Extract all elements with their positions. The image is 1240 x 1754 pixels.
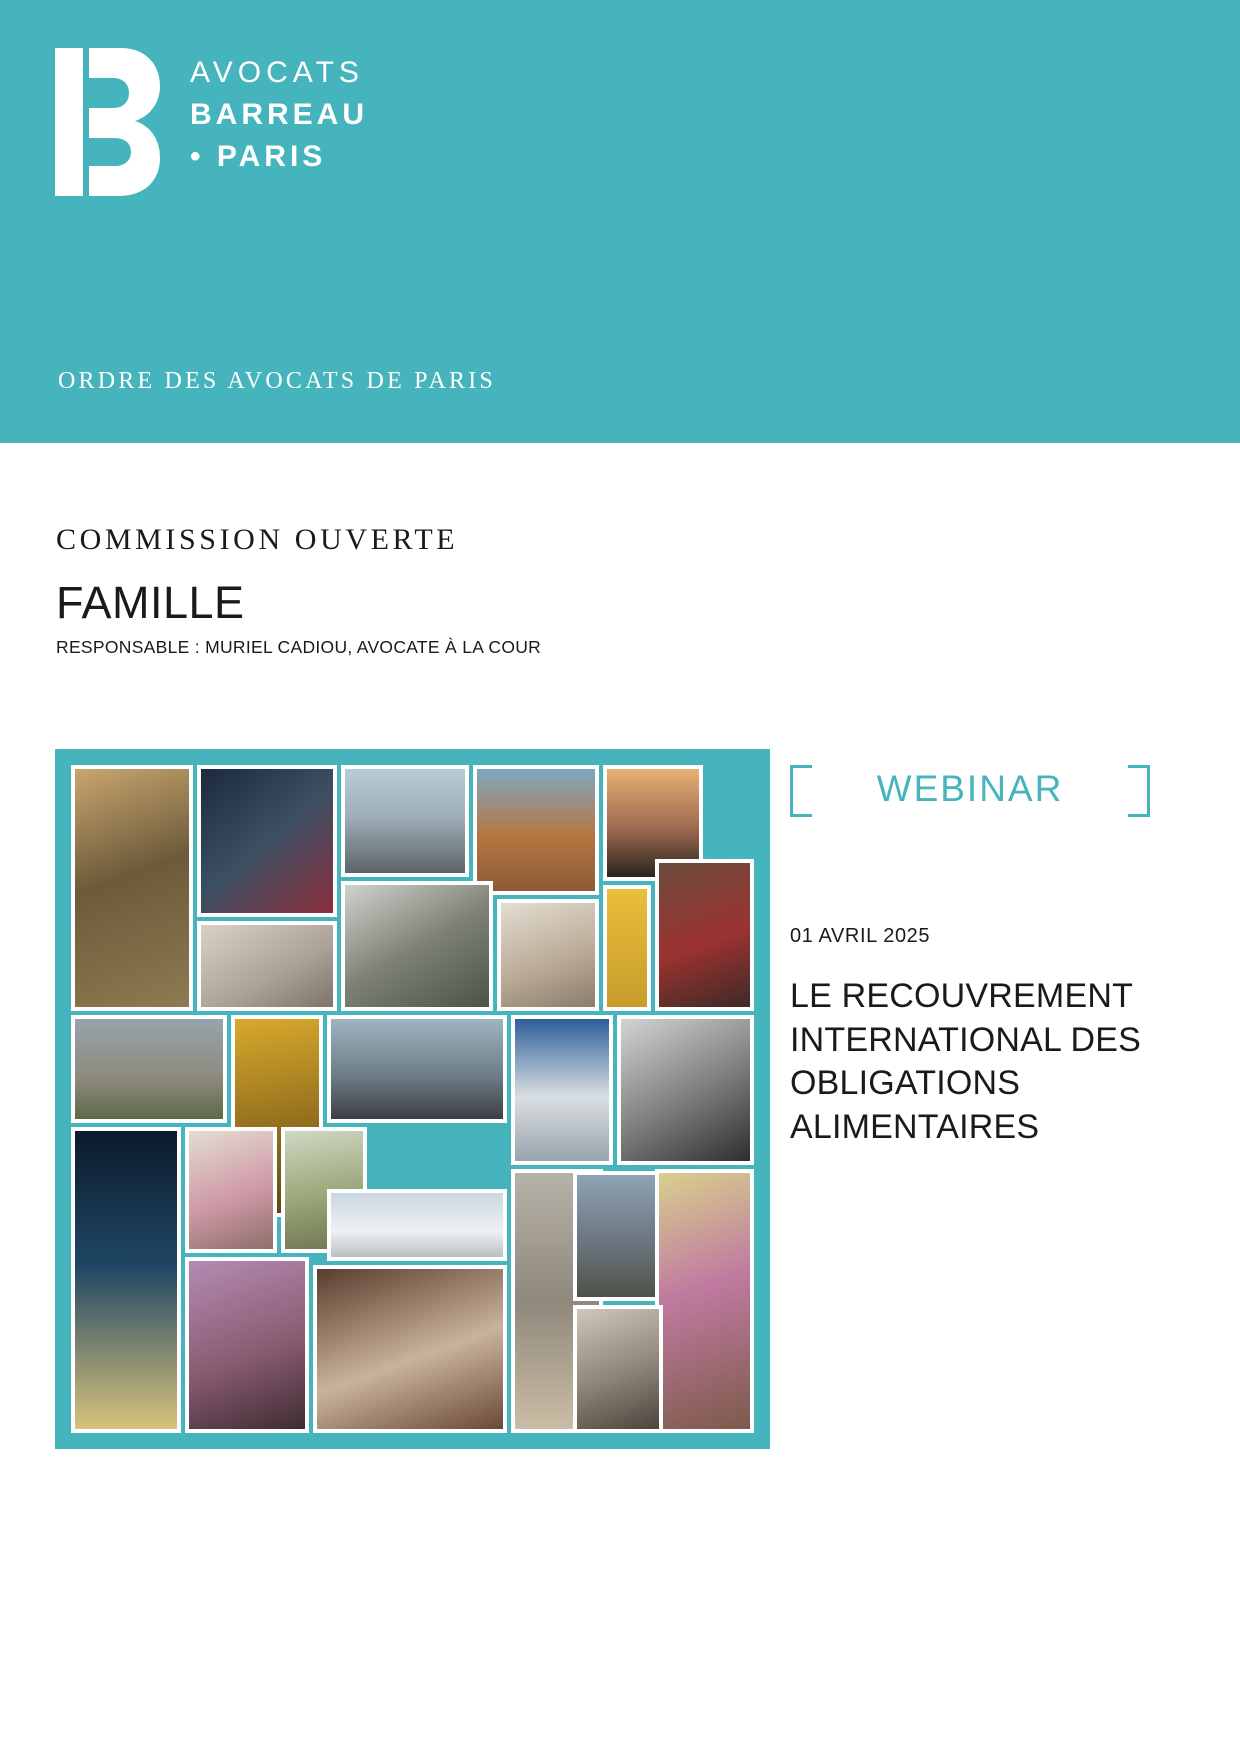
- photo-elderly-man-bench: [341, 765, 469, 877]
- photo-couple-embrace-red: [655, 859, 754, 1011]
- bracket-right-icon: [1128, 765, 1150, 817]
- logo-line-paris: • PARIS: [190, 140, 327, 173]
- photo-grandfather-holding-baby: [341, 881, 493, 1011]
- photo-parents-with-newborn-bed: [313, 1265, 507, 1433]
- commission-responsable: RESPONSABLE : MURIEL CADIOU, AVOCATE À LA COUR: [56, 637, 542, 657]
- commission-label: COMMISSION OUVERTE: [56, 523, 459, 556]
- logo-line-avocats: AVOCATS: [190, 56, 364, 89]
- photo-children-hugging-field: [71, 765, 193, 1011]
- logo-monogram-icon: [55, 48, 160, 196]
- photo-office-tower-night: [71, 1127, 181, 1433]
- photo-girl-in-pink-dress: [185, 1127, 277, 1253]
- photo-white-row-houses: [327, 1189, 507, 1261]
- webinar-badge: [790, 765, 1150, 821]
- photo-chateau-chambord: [71, 1015, 227, 1123]
- photo-girl-mother-high-five: [197, 765, 337, 917]
- event-title: LE RECOUVREMENT INTERNATIONAL DES OBLIGATIONS ALIMENTAIRES: [790, 977, 1142, 1146]
- photo-modern-apartment-building: [511, 1015, 613, 1165]
- header-band: [0, 0, 1240, 443]
- photo-mother-and-child-sitting: [573, 1305, 663, 1433]
- barreau-de-paris-logo: [55, 48, 368, 196]
- photo-couple-by-the-sea: [327, 1015, 507, 1123]
- photo-friends-smiling-crowd: [185, 1257, 309, 1433]
- photo-prague-rooftops: [473, 765, 599, 895]
- photo-hands-painted-colors: [655, 1169, 754, 1433]
- photo-yellow-building-window: [603, 885, 651, 1011]
- photo-collage: [55, 749, 770, 1449]
- photo-parisian-balcony-facade: [197, 921, 337, 1011]
- page-title: FAMILLE: [56, 577, 245, 628]
- logo-wordmark: [190, 48, 368, 172]
- institution-name: ORDRE DES AVOCATS DE PARIS: [58, 368, 496, 394]
- photo-grandmother-grandchild-bw: [617, 1015, 754, 1165]
- event-date: 01 AVRIL 2025: [790, 925, 931, 947]
- photo-collage-grid: [65, 759, 760, 1439]
- photo-mother-holding-infant: [497, 899, 599, 1011]
- webinar-label: WEBINAR: [876, 768, 1064, 809]
- logo-line-barreau: BARREAU: [190, 98, 368, 131]
